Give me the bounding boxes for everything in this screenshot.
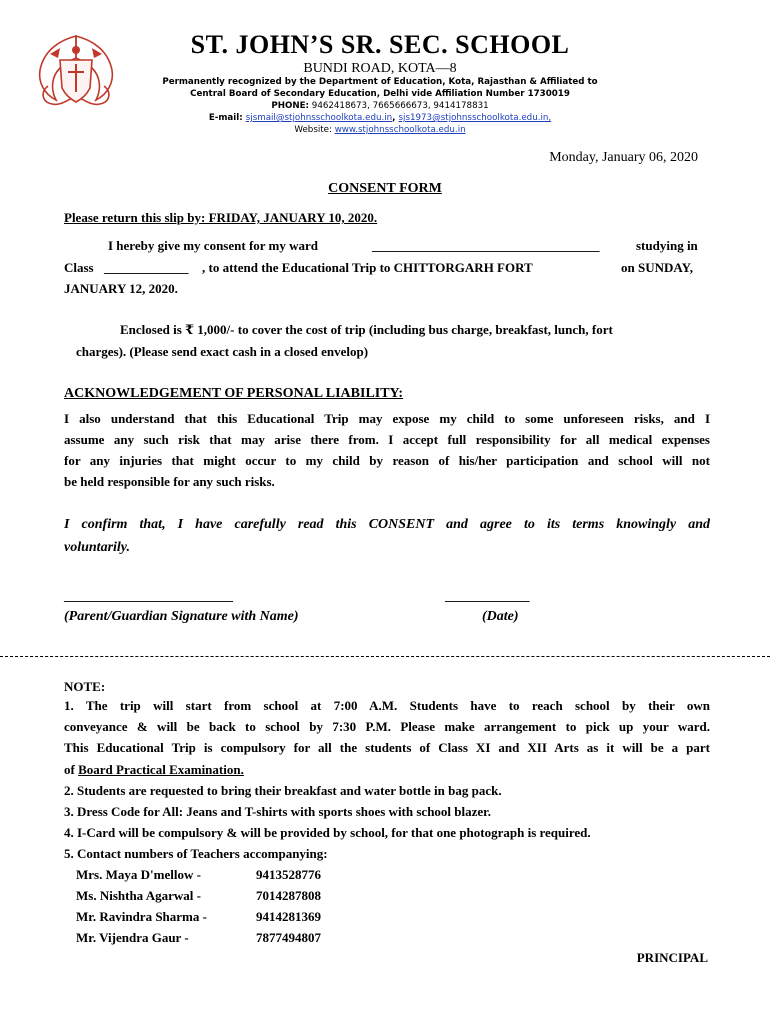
email-separator: ,: [392, 113, 399, 123]
consent-text-1: I hereby give my consent for my ward: [108, 238, 319, 253]
confirm-line-2: voluntarily.: [64, 540, 130, 555]
letter-date: Monday, January 06, 2020: [549, 150, 698, 165]
teacher-phone: 9413528776: [256, 867, 321, 882]
teacher-phone: 9414281369: [256, 909, 321, 924]
liability-line-1: I also understand that this Educational Trip may expose my child to some unforeseen risks, and I: [64, 411, 710, 426]
note-item-3: 3. Dress Code for All: Jeans and T-shirts with sports shoes with school blazer.: [64, 804, 492, 819]
fee-line-2: charges). (Please send exact cash in a closed envelop): [76, 344, 369, 359]
note-item-1-of: of: [64, 762, 79, 777]
email-line: [100, 113, 660, 123]
cut-line: [0, 656, 770, 657]
teacher-name: Ms. Nishtha Agarwal -: [76, 888, 201, 903]
school-crest-logo: [30, 30, 122, 112]
email-link-1[interactable]: sjsmail@stjohnsschoolkota.edu.in: [245, 113, 393, 123]
note-heading: NOTE:: [64, 679, 106, 694]
liability-line-3: for any injuries that might occur to my child by reason of his/her participation and school will not: [64, 453, 710, 468]
consent-text-2: Class: [64, 260, 94, 275]
website-link[interactable]: www.stjohnsschoolkota.edu.in: [334, 125, 466, 135]
note-item-1-line-4: [64, 762, 244, 778]
phone-label: PHONE:: [271, 101, 310, 111]
note-item-1-line-3: This Educational Trip is compulsory for all the students of Class XI and XII Arts as it will be a part: [64, 740, 710, 755]
consent-text-2c: on SUNDAY,: [621, 260, 694, 275]
liability-line-4: be held responsible for any such risks.: [64, 474, 275, 489]
school-address: BUNDI ROAD, KOTA—8: [303, 61, 457, 76]
date-label: (Date): [482, 609, 519, 624]
phone-line: [100, 101, 660, 111]
note-item-1-line-1: 1. The trip will start from school at 7:00 A.M. Students have to reach school by their own: [64, 698, 710, 713]
website-label: Website:: [294, 125, 335, 135]
board-practical-exam: Board Practical Examination.: [78, 762, 244, 777]
principal-signature: PRINCIPAL: [636, 950, 708, 965]
recognition-line-1: Permanently recognized by the Department of Education, Kota, Rajasthan & Affiliated to: [162, 77, 598, 87]
consent-text-1b: studying in: [636, 238, 698, 253]
liability-heading: ACKNOWLEDGEMENT OF PERSONAL LIABILITY:: [64, 386, 404, 401]
ward-name-blank[interactable]: ___________________________________: [372, 238, 600, 253]
note-item-1-line-2: conveyance & will be back to school by 7:30 P.M. Please make arrangement to pick up your ward.: [64, 719, 710, 734]
teacher-phone: 7014287808: [256, 888, 321, 903]
website-line: [100, 125, 660, 135]
form-title: CONSENT FORM: [328, 181, 442, 196]
return-notice: Please return this slip by: FRIDAY, JANUARY 10, 2020.: [64, 210, 378, 225]
phone-numbers: 9462418673, 7665666673, 9414178831: [309, 101, 489, 111]
note-item-2: 2. Students are requested to bring their breakfast and water bottle in bag pack.: [64, 783, 502, 798]
fee-line-1: Enclosed is ₹ 1,000/- to cover the cost of trip (including bus charge, breakfast, lunch, fort: [120, 322, 613, 337]
signature-label: (Parent/Guardian Signature with Name): [64, 609, 299, 624]
class-blank[interactable]: _____________: [104, 260, 189, 275]
teacher-name: Mrs. Maya D'mellow -: [76, 867, 201, 882]
teacher-phone: 7877494807: [256, 930, 321, 945]
note-item-4: 4. I-Card will be compulsory & will be provided by school, for that one photograph is required.: [64, 825, 591, 840]
signature-blank[interactable]: __________________________: [64, 588, 233, 603]
consent-text-2b: , to attend the Educational Trip to CHITTORGARH FORT: [202, 260, 533, 275]
teacher-name: Mr. Vijendra Gaur -: [76, 930, 189, 945]
confirm-line-1: I confirm that, I have carefully read this CONSENT and agree to its terms knowingly and: [64, 517, 710, 532]
recognition-line-2: Central Board of Secondary Education, Delhi vide Affiliation Number 1730019: [190, 89, 570, 99]
email-link-2[interactable]: sjs1973@stjohnsschoolkota.edu.in,: [398, 113, 552, 123]
school-name: ST. JOHN’S SR. SEC. SCHOOL: [190, 30, 570, 59]
date-blank[interactable]: _____________: [445, 588, 530, 603]
email-label: E-mail:: [208, 113, 246, 123]
liability-line-2: assume any such risk that may arise there from. I accept full responsibility for all medical expenses: [64, 432, 710, 447]
consent-text-3: JANUARY 12, 2020.: [64, 281, 178, 296]
teacher-name: Mr. Ravindra Sharma -: [76, 909, 207, 924]
note-item-5: 5. Contact numbers of Teachers accompanying:: [64, 846, 328, 861]
